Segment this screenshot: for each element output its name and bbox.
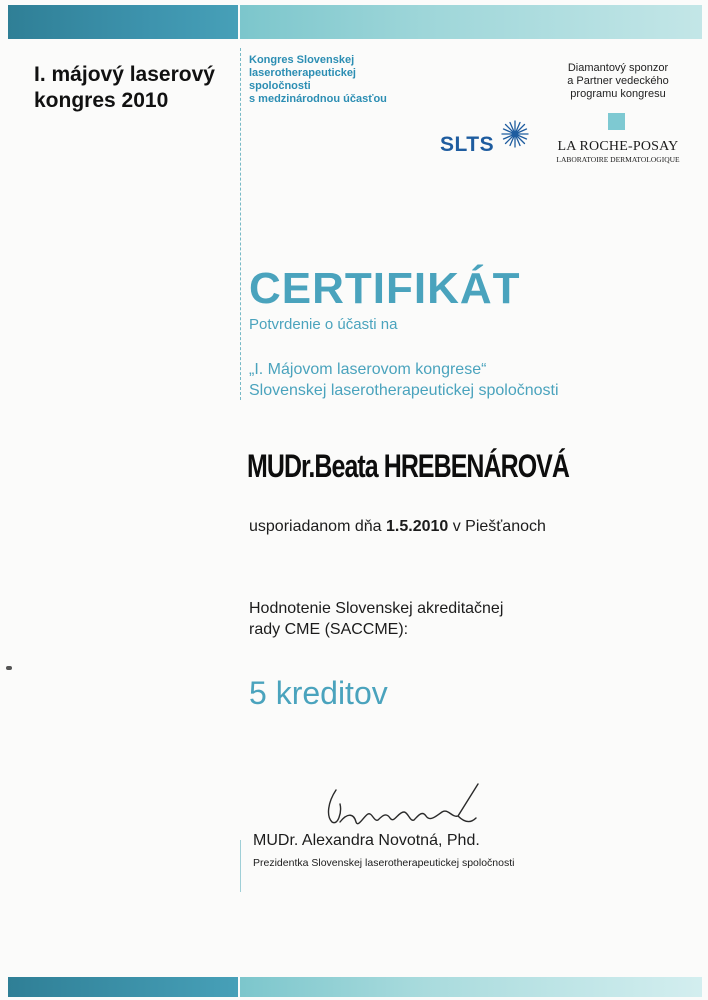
organizer-block: [249, 54, 429, 106]
top-band-dark: [8, 5, 238, 39]
certificate-title: CERTIFIKÁT: [249, 264, 521, 313]
organizer-line-1: Kongres Slovenskej: [249, 54, 355, 66]
slts-logo-text: SLTS: [440, 133, 495, 156]
evaluation-line-2: rady CME (SACCME):: [249, 621, 409, 638]
sponsor-line-2: a Partner vedeckého: [567, 75, 669, 87]
sponsor-line-3: programu kongresu: [570, 88, 666, 100]
sponsor-block: [548, 62, 688, 101]
signatory-name: MUDr. Alexandra Novotná, Phd.: [253, 832, 480, 849]
sponsor-brand-subtitle: LABORATOIRE DERMATOLOGIQUE: [556, 155, 680, 164]
vertical-guide-line: [240, 48, 241, 400]
la-roche-posay-logo-mark: [608, 113, 625, 130]
handwritten-signature: [318, 782, 488, 836]
recipient-name: MUDr.Beata HREBENÁROVÁ: [247, 448, 569, 484]
signatory-role: Prezidentka Slovenskej laserotherapeutickej spoločnosti: [253, 857, 515, 869]
sponsor-brand-name: LA ROCHE-POSAY: [557, 139, 679, 154]
event-title-line-2: kongres 2010: [34, 89, 169, 112]
held-place: v Piešťanoch: [452, 518, 546, 535]
held-prefix: usporiadanom dňa: [249, 518, 382, 535]
organizer-line-2: laserotherapeutickej: [249, 67, 356, 79]
top-band-light: [240, 5, 702, 39]
held-on-line: [249, 518, 546, 536]
sponsor-line-1: Diamantový sponzor: [567, 62, 669, 74]
held-date: 1.5.2010: [386, 518, 449, 535]
star-burst-icon: [500, 119, 530, 149]
event-name-block: [249, 359, 559, 401]
scan-speck: [6, 666, 12, 670]
certificate-subtitle: Potvrdenie o účasti na: [249, 316, 398, 333]
event-title-line-1: I. májový laserový: [34, 63, 215, 86]
organizer-line-3: spoločnosti: [249, 80, 311, 92]
organizer-line-4: s medzinárodnou účasťou: [249, 93, 387, 105]
bottom-band-light: [240, 977, 702, 997]
evaluation-line-1: Hodnotenie Slovenskej akreditačnej: [249, 600, 504, 617]
credits-value: 5 kreditov: [249, 675, 388, 711]
bottom-band-dark: [8, 977, 238, 997]
signature-guide-line: [240, 840, 241, 892]
event-name-line-2: Slovenskej laserotherapeutickej spoločnosti: [249, 382, 559, 399]
evaluation-block: [249, 598, 503, 640]
event-title: [34, 62, 239, 114]
event-name-line-1: „I. Májovom laserovom kongrese“: [249, 361, 487, 378]
